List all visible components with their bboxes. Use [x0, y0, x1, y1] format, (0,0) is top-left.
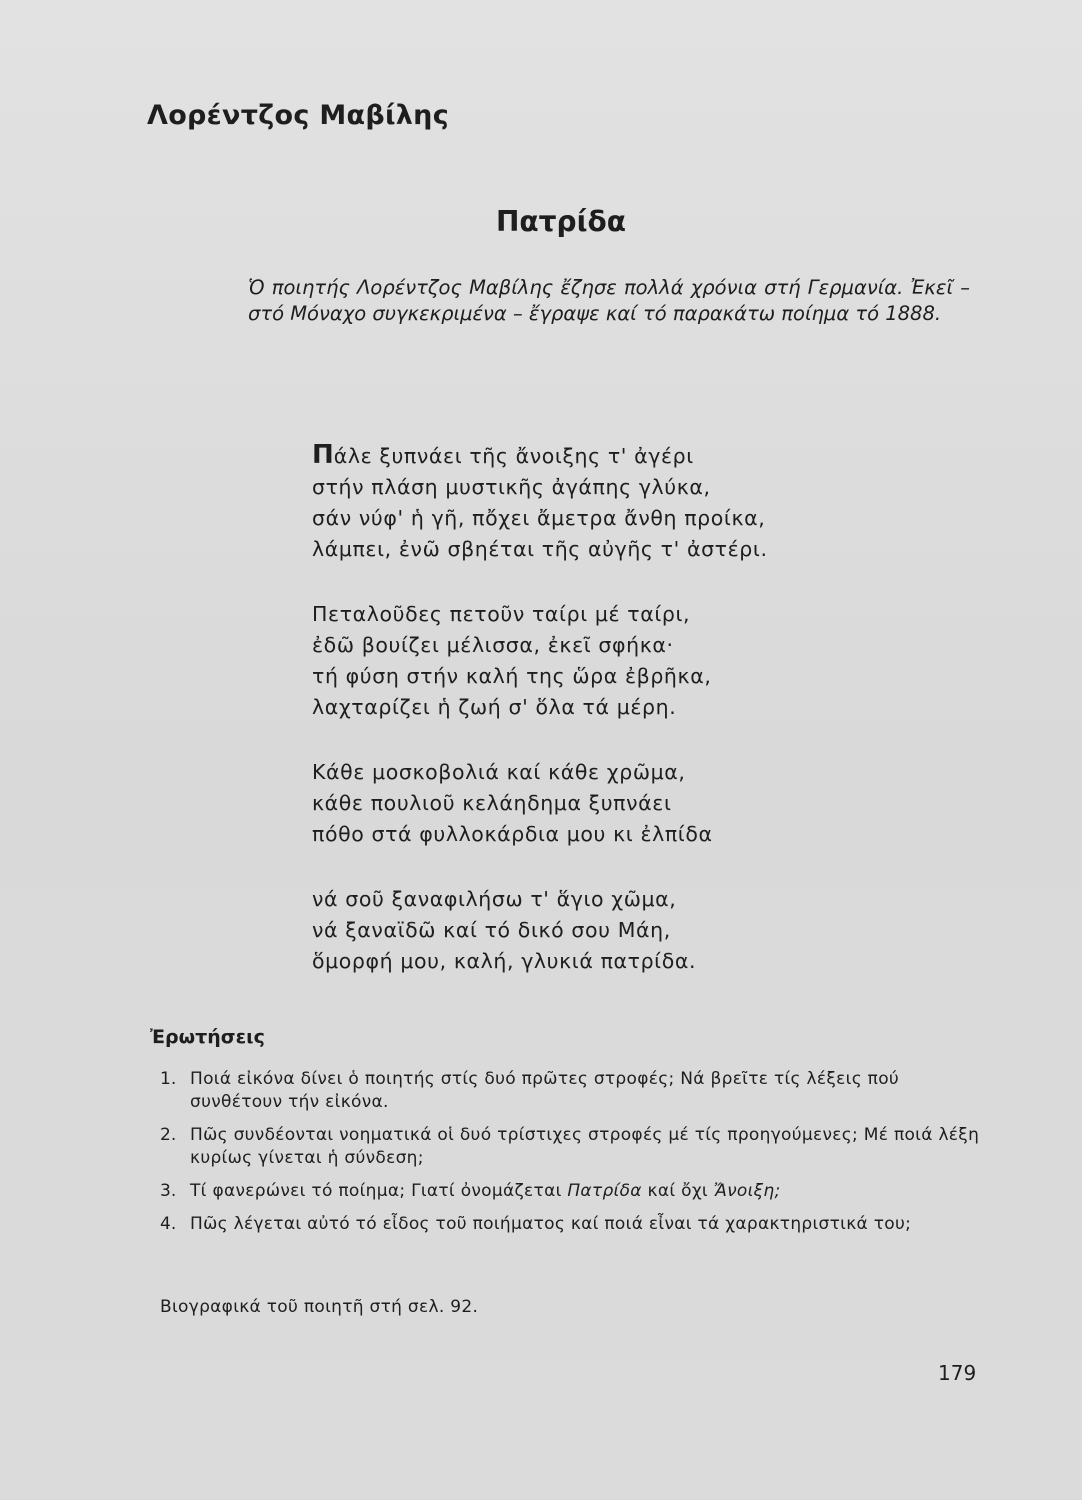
poem-line: Πεταλοῦδες πετοῦν ταίρι μέ ταίρι, — [312, 602, 691, 626]
question-number: 3. — [160, 1181, 177, 1201]
questions-heading: Ἐρωτήσεις — [150, 1026, 265, 1048]
question-number: 4. — [160, 1214, 177, 1234]
question-italic-title: Πατρίδα — [567, 1181, 642, 1201]
stanza-1 — [312, 440, 872, 565]
question-text: Πῶς λέγεται αὐτό τό εἶδος τοῦ ποιήματος καί ποιά εἶναι τά χαρακτηριστικά του; — [190, 1214, 912, 1234]
question-text-part: Τί φανερώνει τό ποίημα; Γιατί ὀνομάζεται — [190, 1181, 568, 1201]
page-number: 179 — [938, 1361, 977, 1385]
poem-line: Κάθε μοσκοβολιά καί κάθε χρῶμα, — [312, 760, 686, 784]
stanza-4 — [312, 884, 872, 977]
poem-line: σάν νύφ' ἡ γῆ, πὄχει ἄμετρα ἄνθη προίκα, — [312, 506, 766, 530]
poem-line: κάθε πουλιοῦ κελάηδημα ξυπνάει — [312, 791, 672, 815]
poem-body — [312, 440, 872, 1011]
questions-list — [160, 1068, 985, 1246]
question-number: 2. — [160, 1125, 177, 1145]
question-item — [160, 1213, 985, 1236]
question-text-part: καί ὄχι — [641, 1181, 714, 1201]
poem-line: λάμπει, ἐνῶ σβηέται τῆς αὐγῆς τ' ἀστέρι. — [312, 537, 768, 561]
question-text: Πῶς συνδέονται νοηματικά οἱ δυό τρίστιχες στροφές μέ τίς προηγούμενες; Μέ ποιά λέξη κυρίως γίνεται ἡ σύνδεση; — [190, 1125, 980, 1168]
poem-line: νά ξαναϊδῶ καί τό δικό σου Μάη, — [312, 918, 671, 942]
stanza-2 — [312, 599, 872, 723]
question-italic-spring: Ἄνοιξη; — [713, 1181, 781, 1201]
poem-line: στήν πλάση μυστικῆς ἀγάπης γλύκα, — [312, 475, 711, 499]
author-name: Λορέντζος Μαβίλης — [147, 100, 450, 131]
poem-line: ὅμορφή μου, καλή, γλυκιά πατρίδα. — [312, 949, 697, 973]
poem-line-first — [312, 440, 872, 472]
first-line-rest: άλε ξυπνάει τῆς ἄνοιξης τ' ἀγέρι — [333, 444, 694, 468]
poem-line: λαχταρίζει ἡ ζωή σ' ὅλα τά μέρη. — [312, 695, 677, 719]
question-number: 1. — [160, 1069, 177, 1089]
poem-line: τή φύση στήν καλή της ὥρα ἐβρῆκα, — [312, 664, 712, 688]
question-item — [160, 1068, 985, 1114]
dropcap-letter: Π — [312, 440, 334, 470]
poem-intro: Ὁ ποιητής Λορέντζος Μαβίλης ἔζησε πολλά χρόνια στή Γερμανία. Ἐκεῖ – στό Μόναχο συγκεκριμένα – ἔγραψε καί τό παρακάτω ποίημα τό 1888. — [248, 276, 970, 325]
question-text — [190, 1180, 985, 1203]
poem-title: Πατρίδα — [496, 205, 626, 238]
question-text: Ποιά εἰκόνα δίνει ὁ ποιητής στίς δυό πρῶτες στροφές; Νά βρεῖτε τίς λέξεις πού συνθέτουν τήν εἰκόνα. — [190, 1069, 900, 1112]
biography-note: Βιογραφικά τοῦ ποιητῆ στή σελ. 92. — [160, 1297, 479, 1317]
poem-line: ἐδῶ βουίζει μέλισσα, ἐκεῖ σφήκα· — [312, 633, 674, 657]
question-item — [160, 1124, 985, 1170]
poem-line: πόθο στά φυλλοκάρδια μου κι ἐλπίδα — [312, 822, 713, 846]
stanza-3 — [312, 757, 872, 850]
question-item — [160, 1180, 985, 1203]
poem-line: νά σοῦ ξαναφιλήσω τ' ἅγιο χῶμα, — [312, 887, 677, 911]
